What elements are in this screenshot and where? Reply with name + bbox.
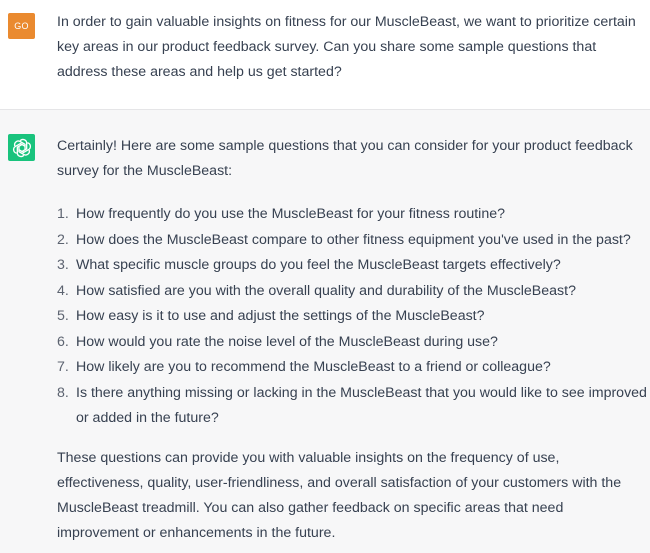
assistant-avatar	[8, 134, 35, 161]
assistant-message-block	[0, 110, 650, 553]
list-item	[57, 279, 647, 304]
user-message-block	[0, 0, 650, 110]
list-item	[57, 202, 647, 227]
list-item-text[interactable]: How does the MuscleBeast compare to other fitness equipment you've used in the past?	[76, 231, 631, 248]
list-item-number: 1.	[57, 206, 69, 222]
list-item-text[interactable]: How frequently do you use the MuscleBeast for your fitness routine?	[76, 206, 506, 222]
list-item-text[interactable]: How satisfied are you with the overall quality and durability of the MuscleBeast?	[76, 282, 576, 299]
list-item-number: 8.	[57, 384, 69, 401]
list-item	[57, 304, 647, 329]
list-item-text[interactable]: What specific muscle groups do you feel the MuscleBeast targets effectively?	[76, 257, 561, 273]
openai-logo-icon	[12, 138, 32, 158]
user-message-text[interactable]: In order to gain valuable insights on fitness for our MuscleBeast, we want to prioritize certain key areas in our product feedback survey. Can you share some sample questions that address these areas and help us get started?	[57, 14, 636, 80]
list-item-number: 5.	[57, 308, 69, 324]
user-avatar: GO	[8, 13, 35, 39]
list-item	[57, 381, 647, 431]
list-item	[57, 253, 647, 278]
list-item-number: 6.	[57, 333, 69, 350]
list-item	[57, 228, 647, 253]
list-item	[57, 330, 647, 355]
list-item-number: 4.	[57, 282, 69, 299]
assistant-intro-text[interactable]: Certainly! Here are some sample questions that you can consider for your product feedback survey for the MuscleBeast:	[57, 138, 633, 179]
list-item-text[interactable]: How would you rate the noise level of the MuscleBeast during use?	[76, 333, 498, 350]
list-item-number: 3.	[57, 257, 69, 273]
question-list	[57, 202, 647, 431]
list-item-number: 7.	[57, 359, 69, 375]
list-item-text[interactable]: How easy is it to use and adjust the settings of the MuscleBeast?	[76, 308, 485, 324]
list-item-text[interactable]: Is there anything missing or lacking in the MuscleBeast that you would like to see improved or added in the future?	[76, 384, 647, 426]
assistant-outro-text[interactable]: These questions can provide you with valuable insights on the frequency of use, effectiveness, quality, user-friendliness, and overall satisfaction of your customers with the MuscleBeast treadmill. You can also gather feedback on specific areas that need improvement or enhancements in the future.	[57, 450, 622, 541]
list-item	[57, 355, 647, 380]
list-item-text[interactable]: How likely are you to recommend the MuscleBeast to a friend or colleague?	[76, 359, 551, 375]
list-item-number: 2.	[57, 231, 69, 248]
